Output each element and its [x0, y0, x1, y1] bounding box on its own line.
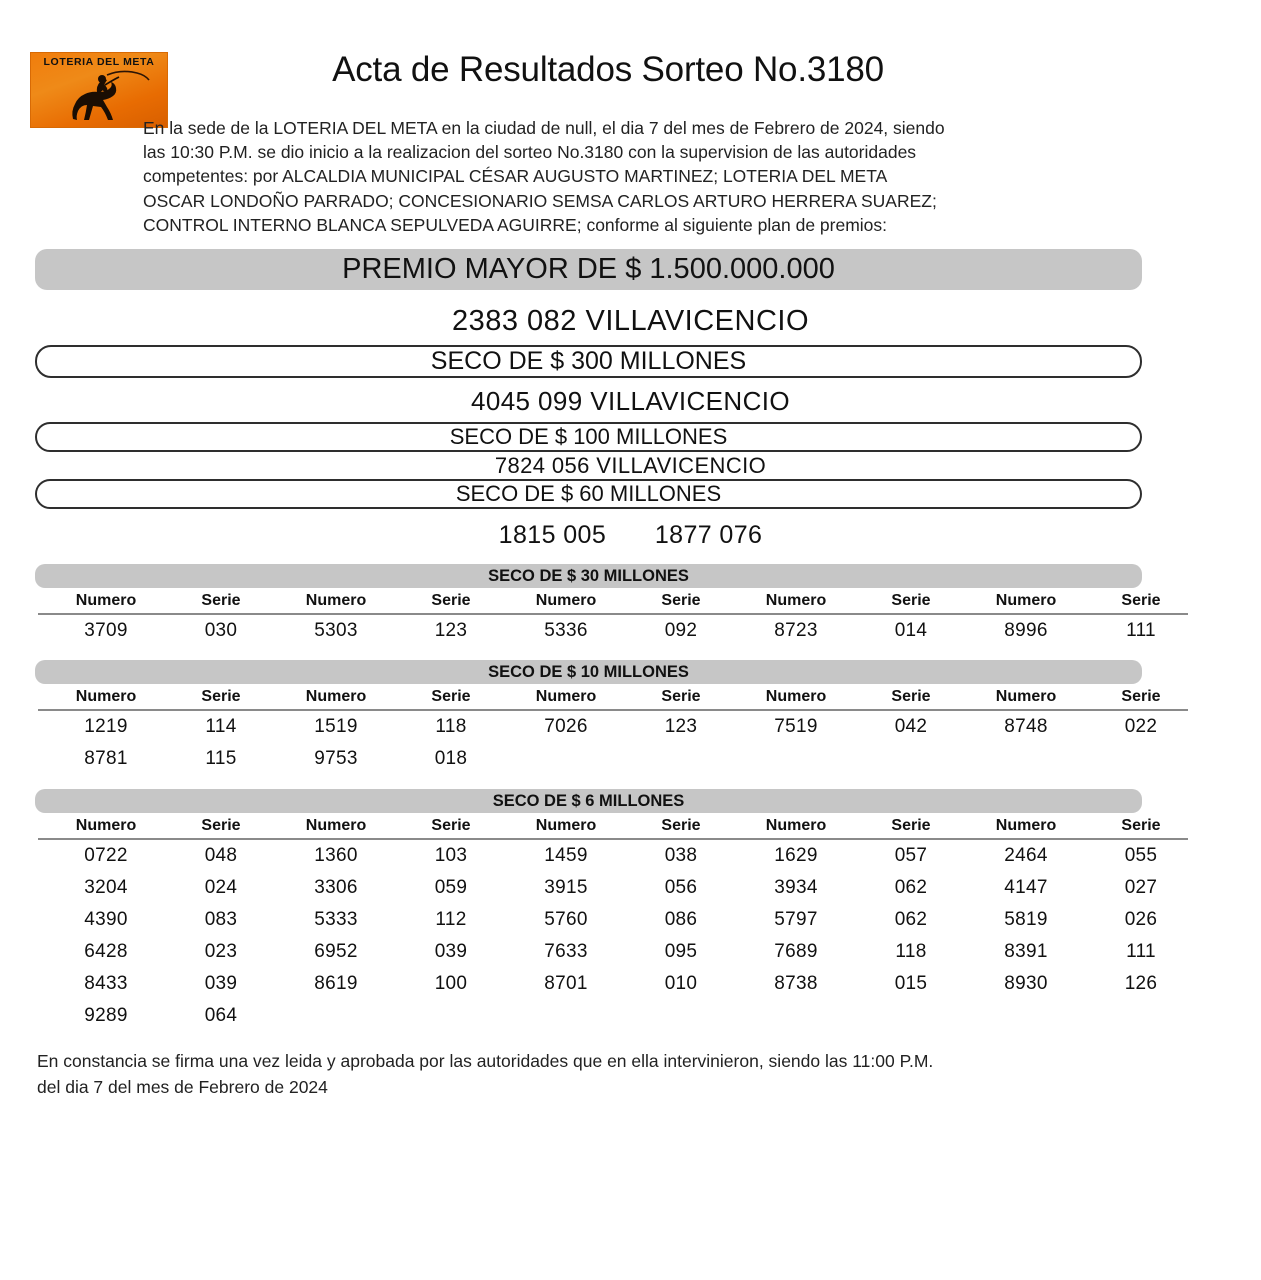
cell: 123 — [434, 620, 468, 641]
seco-10-table — [38, 684, 1188, 775]
cell: 092 — [664, 620, 698, 641]
table-header-row — [38, 588, 1188, 614]
document-header — [0, 0, 1261, 110]
seco-6-body — [38, 839, 1188, 1032]
column-header: Numero — [728, 588, 864, 614]
footer-line: del dia 7 del mes de Febrero de 2024 — [37, 1077, 328, 1097]
footer-line: En constancia se firma una vez leida y aprobada por las autoridades que en ella intervinieron, siendo las 11:00 P.M. — [37, 1051, 934, 1071]
cell: 010 — [664, 973, 698, 994]
cell: 015 — [894, 973, 928, 994]
cell — [864, 743, 958, 775]
table-row — [38, 743, 1188, 775]
column-header: Serie — [1094, 813, 1188, 839]
cell: 027 — [1124, 877, 1158, 898]
column-header: Numero — [728, 813, 864, 839]
column-header: Numero — [268, 588, 404, 614]
cell — [958, 743, 1094, 775]
cell: 064 — [204, 1005, 238, 1026]
cell: 1629 — [774, 845, 818, 866]
intro-paragraph — [143, 116, 1153, 237]
table-row — [38, 872, 1188, 904]
column-header: Serie — [404, 684, 498, 710]
logo-brand-text: LOTERIA DEL META — [43, 56, 155, 68]
cell: 8748 — [1004, 716, 1048, 737]
cell: 3934 — [774, 877, 818, 898]
table-row — [38, 936, 1188, 968]
seco-60-header: SECO DE $ 60 MILLONES — [35, 479, 1142, 509]
cell: 9289 — [84, 1005, 128, 1026]
column-header: Serie — [174, 813, 268, 839]
cell: 4147 — [1004, 877, 1048, 898]
cell: 023 — [204, 941, 238, 962]
cell: 8723 — [774, 620, 818, 641]
cell — [498, 1000, 634, 1032]
cell: 1459 — [544, 845, 588, 866]
cell: 126 — [1124, 973, 1158, 994]
cell: 2464 — [1004, 845, 1048, 866]
column-header: Numero — [728, 684, 864, 710]
cell: 7519 — [774, 716, 818, 737]
cell: 039 — [434, 941, 468, 962]
cell: 1360 — [314, 845, 358, 866]
cell — [1094, 743, 1188, 775]
seco-60-winners — [0, 521, 1261, 550]
cell — [728, 743, 864, 775]
cell: 056 — [664, 877, 698, 898]
cell: 8930 — [1004, 973, 1048, 994]
column-header: Numero — [958, 684, 1094, 710]
table-header-row — [38, 813, 1188, 839]
column-header: Numero — [498, 813, 634, 839]
intro-line: competentes: por ALCALDIA MUNICIPAL CÉSAR AUGUSTO MARTINEZ; LOTERIA DEL META — [143, 166, 888, 187]
cell: 095 — [664, 941, 698, 962]
cell — [864, 1000, 958, 1032]
column-header: Serie — [1094, 588, 1188, 614]
seco-100-winner: 7824 056 VILLAVICENCIO — [494, 453, 767, 478]
cell — [958, 1000, 1094, 1032]
cell: 0722 — [84, 845, 128, 866]
cell — [634, 1000, 728, 1032]
cell: 9753 — [314, 748, 358, 769]
column-header: Numero — [958, 813, 1094, 839]
column-header: Numero — [958, 588, 1094, 614]
cell: 112 — [435, 909, 467, 930]
seco-60-winner-b: 1877 076 — [654, 521, 763, 549]
cell: 103 — [434, 845, 468, 866]
cell: 5760 — [544, 909, 588, 930]
cell — [634, 743, 728, 775]
cell: 059 — [434, 877, 468, 898]
table-header-row — [38, 684, 1188, 710]
cell: 7689 — [774, 941, 818, 962]
column-header: Numero — [268, 684, 404, 710]
cell: 7026 — [544, 716, 588, 737]
cell: 8701 — [544, 973, 588, 994]
cell: 8433 — [84, 973, 128, 994]
column-header: Numero — [498, 684, 634, 710]
table-row — [38, 968, 1188, 1000]
cell: 100 — [434, 973, 468, 994]
intro-line: OSCAR LONDOÑO PARRADO; CONCESIONARIO SEMSA CARLOS ARTURO HERRERA SUAREZ; — [143, 190, 937, 211]
cell: 123 — [664, 716, 698, 737]
seco-10-body — [38, 710, 1188, 775]
column-header: Numero — [38, 684, 174, 710]
table-row — [38, 904, 1188, 936]
column-header: Numero — [268, 813, 404, 839]
cell — [404, 1000, 498, 1032]
table-row — [38, 614, 1188, 647]
cell — [498, 743, 634, 775]
cell: 062 — [894, 877, 928, 898]
cell: 7633 — [544, 941, 588, 962]
cell: 3306 — [314, 877, 358, 898]
cell: 3709 — [84, 620, 128, 641]
column-header: Serie — [634, 684, 728, 710]
seco-30-body — [38, 614, 1188, 647]
column-header: Serie — [864, 684, 958, 710]
seco-300-winner: 4045 099 VILLAVICENCIO — [470, 386, 791, 416]
cell: 8619 — [314, 973, 358, 994]
seco-6-table — [38, 813, 1188, 1032]
cell: 014 — [894, 620, 928, 641]
cell: 5797 — [774, 909, 818, 930]
cell: 5819 — [1004, 909, 1048, 930]
table-row — [38, 1000, 1188, 1032]
premio-mayor-header: PREMIO MAYOR DE $ 1.500.000.000 — [35, 249, 1142, 290]
cell: 5333 — [314, 909, 358, 930]
cell: 115 — [205, 748, 237, 769]
seco-60-winner-a: 1815 005 — [498, 521, 607, 549]
cell: 118 — [895, 941, 927, 962]
cell: 062 — [894, 909, 928, 930]
cell: 8996 — [1004, 620, 1048, 641]
column-header: Serie — [864, 588, 958, 614]
column-header: Serie — [634, 813, 728, 839]
cell: 3915 — [544, 877, 588, 898]
cell: 039 — [204, 973, 238, 994]
cell: 3204 — [84, 877, 128, 898]
cell: 022 — [1124, 716, 1158, 737]
cell: 6428 — [84, 941, 128, 962]
cell: 118 — [435, 716, 467, 737]
column-header: Numero — [38, 813, 174, 839]
cell: 048 — [204, 845, 238, 866]
column-header: Serie — [174, 588, 268, 614]
column-header: Serie — [634, 588, 728, 614]
cell: 018 — [434, 748, 468, 769]
cell: 4390 — [84, 909, 128, 930]
cell: 042 — [894, 716, 928, 737]
seco-10-header: SECO DE $ 10 MILLONES — [35, 660, 1142, 684]
cell — [728, 1000, 864, 1032]
cell: 024 — [204, 877, 238, 898]
cell: 6952 — [314, 941, 358, 962]
seco-30-header: SECO DE $ 30 MILLONES — [35, 564, 1142, 588]
cell: 1519 — [314, 716, 358, 737]
cell: 111 — [1126, 620, 1156, 641]
seco-6-header: SECO DE $ 6 MILLONES — [35, 789, 1142, 813]
column-header: Serie — [404, 588, 498, 614]
cell: 114 — [205, 716, 237, 737]
premio-mayor-winner: 2383 082 VILLAVICENCIO — [451, 305, 810, 337]
cell: 083 — [204, 909, 238, 930]
closing-statement — [37, 1048, 1177, 1100]
table-row — [38, 839, 1188, 872]
cell: 026 — [1124, 909, 1158, 930]
cell: 8738 — [774, 973, 818, 994]
intro-line: En la sede de la LOTERIA DEL META en la ciudad de null, el dia 7 del mes de Febrero de 2024, siendo — [143, 118, 945, 138]
cell: 5336 — [544, 620, 588, 641]
seco-30-table — [38, 588, 1188, 647]
column-header: Serie — [174, 684, 268, 710]
cell: 8391 — [1004, 941, 1048, 962]
cell: 057 — [894, 845, 928, 866]
intro-line: CONTROL INTERNO BLANCA SEPULVEDA AGUIRRE; conforme al siguiente plan de premios: — [143, 214, 888, 235]
table-row — [38, 710, 1188, 743]
column-header: Serie — [864, 813, 958, 839]
column-header: Numero — [38, 588, 174, 614]
cell: 086 — [664, 909, 698, 930]
cell — [1094, 1000, 1188, 1032]
seco-300-header: SECO DE $ 300 MILLONES — [35, 345, 1142, 378]
cell: 055 — [1124, 845, 1158, 866]
column-header: Serie — [404, 813, 498, 839]
cell — [268, 1000, 404, 1032]
cell: 038 — [664, 845, 698, 866]
cell: 030 — [204, 620, 238, 641]
cell: 1219 — [84, 716, 128, 737]
seco-100-header: SECO DE $ 100 MILLONES — [35, 422, 1142, 452]
column-header: Numero — [498, 588, 634, 614]
intro-line: las 10:30 P.M. se dio inicio a la realizacion del sorteo No.3180 con la supervision de las autoridades — [143, 142, 917, 163]
cell: 5303 — [314, 620, 358, 641]
page-title: Acta de Resultados Sorteo No.3180 — [332, 50, 884, 89]
horse-rider-icon — [47, 67, 153, 127]
column-header: Serie — [1094, 684, 1188, 710]
cell: 111 — [1126, 941, 1156, 962]
cell: 8781 — [84, 748, 128, 769]
